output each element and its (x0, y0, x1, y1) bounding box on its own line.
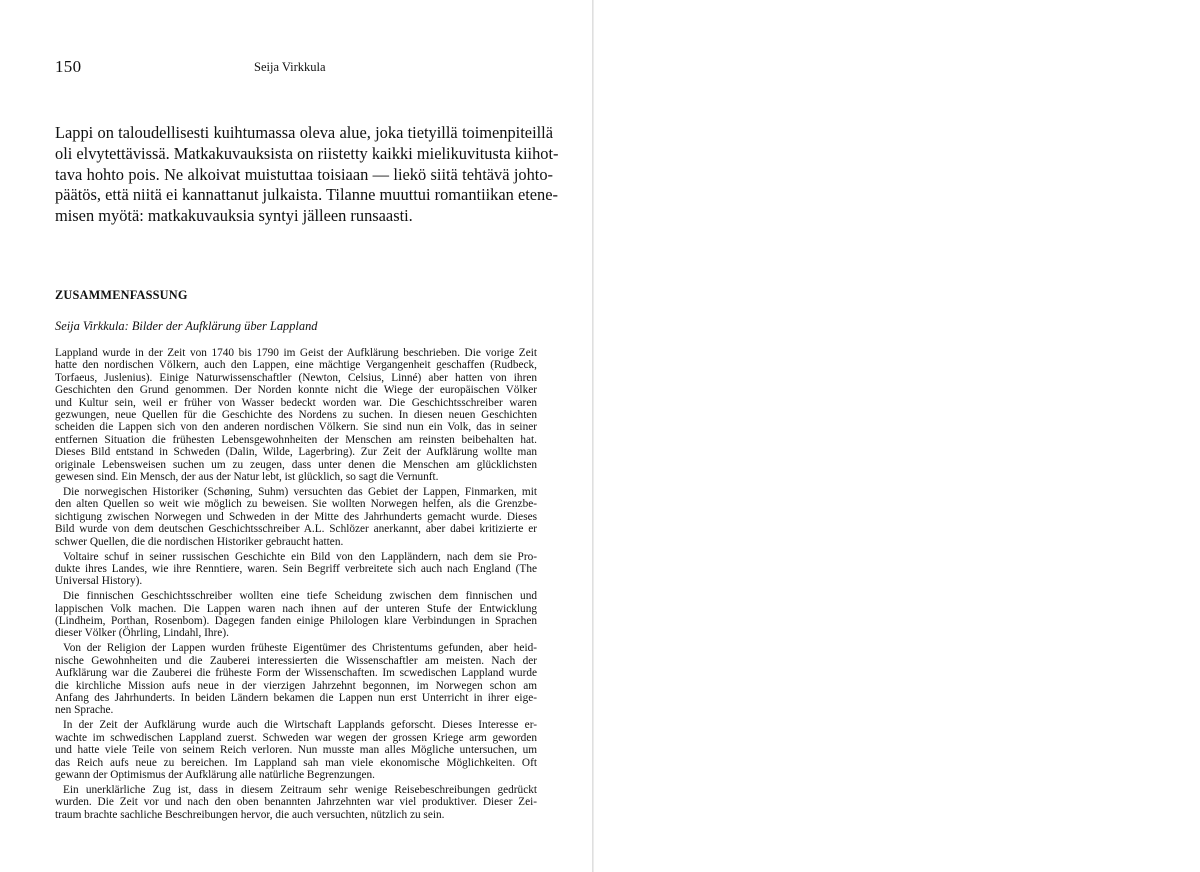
summary-line: gezwungen, neue Quellen für die Geschichte des Nordens zu suchen. In diesen neuen Geschichten (55, 409, 537, 422)
summary-line: wurden. Die Zeit vor und nach den oben benannten Jahrzehnten war viel produktiver. Dieser Zei- (55, 796, 537, 809)
summary-line: gewesen sind. Ein Mensch, der aus der Natur lebt, ist glücklich, so sagt die Vernunft. (55, 471, 439, 484)
left-page (0, 0, 592, 872)
summary-line: Aufklärung war die Zauberei die früheste Form der Wissenschaften. Im scwedischen Lappland wurde (55, 667, 537, 680)
summary-line: und hatte viele Teile von seinem Reich verloren. Nun musste man alles Mögliche untersuchen, um (55, 744, 537, 757)
finnish-line: Lappi on taloudellisesti kuihtumassa oleva alue, joka tietyillä toimenpiteillä (55, 123, 553, 142)
summary-line: Anfang des Jahrhunderts. In beiden Ländern bekamen die Lappen nun erst Unterricht in ihrer eige- (55, 691, 537, 704)
finnish-line: tava hohto pois. Ne alkoivat muistuttaa toisiaan — liekö siitä tehtävä johto- (55, 164, 553, 184)
summary-line: Von der Religion der Lappen wurden früheste Eigentümer des Christentums gefunden, aber heid- (63, 642, 537, 655)
finnish-line: päätös, että niitä ei kannattanut julkaista. Tilanne muuttui romantiikan etene- (55, 185, 558, 205)
summary-line: scheiden die Lappen sich von den anderen nordischen Völkern. Sie sind nun ein Volk, das in seiner (55, 421, 537, 434)
summary-line: (Lindheim, Porthan, Rosenbom). Dagegen fanden einige Philologen klare Verbindungen in Sprachen (55, 615, 537, 628)
summary-line: das Reich aufs neue zu bereichen. Im Lappland sah man viele ekonomische Möglichkeiten. Oft (55, 756, 537, 769)
summary-line: schwer Quellen, die die nordischen Historiker gebraucht hatten. (55, 535, 344, 548)
summary-line: gewann der Optimismus der Aufklärung alle natürliche Begrenzungen. (55, 768, 375, 781)
summary-line: den alten Quellen so weit wie möglich zu beweisen. Sie wollten Norwegen helfen, als die Grenzbe- (55, 498, 537, 511)
summary-line: In der Zeit der Aufklärung wurde auch die Wirtschaft Lapplands geforscht. Dieses Interesse er- (63, 719, 537, 732)
summary-text (55, 347, 537, 821)
page-number: 150 (55, 57, 82, 76)
summary-line: originale Lebensweisen suchen um zu zeugen, dass unter denen die Menschen am glücklichsten (55, 458, 537, 471)
summary-line: traum brachte sachliche Beschreibungen hervor, die auch versuchten, nützlich zu sein. (55, 808, 445, 821)
summary-line: wachte im schwedischen Lappland zuerst. Schweden war wegen der grossen Kriege arm geworden (55, 731, 537, 744)
summary-line: und Kultur sein, weil er früher von Wasser bedeckt worden war. Die Geschichtsschreiber waren (55, 396, 537, 409)
summary-line: Die norwegischen Historiker (Schøning, Suhm) versuchten das Gebiet der Lappen, Finmarken, mit (63, 485, 537, 498)
summary-line: Geschichten den Grund genommen. Der Norden konnte nicht die Wiege der europäischen Völker (55, 384, 537, 397)
summary-line: Dieses Bild entstand in Schweden (Dalin, Wilde, Lagerbring). Zur Zeit der Aufklärung wollte man (55, 446, 537, 459)
summary-line: sichtigung zwischen Norwegen und Schweden in der Mitte des Jahrhunderts gemacht wurde. Dieses (55, 510, 537, 523)
summary-line: Die finnischen Geschichtsschreiber wollten eine tiefe Scheidung zwischen dem finnischen und (63, 590, 537, 603)
summary-heading: ZUSAMMENFASSUNG (55, 288, 188, 302)
summary-line: Lappland wurde in der Zeit von 1740 bis 1790 im Geist der Aufklärung beschrieben. Die vorige Zeit (55, 347, 537, 359)
finnish-line: misen myötä: matkakuvauksia syntyi jälleen runsaasti. (55, 206, 413, 226)
summary-line: Ein unerklärliche Zug ist, dass in diesem Zeitraum sehr wenige Reisebeschreibungen gedrückt (63, 783, 537, 796)
right-page-blank (594, 0, 1200, 872)
summary-line: entfernen Situation die frühesten Lebensgewohnheiten der Menschen am reinsten beibehalten hat. (55, 433, 537, 446)
finnish-paragraph (55, 123, 559, 227)
summary-subtitle: Seija Virkkula: Bilder der Aufklärung über Lappland (55, 319, 318, 333)
running-head: Seija Virkkula (254, 60, 326, 74)
summary-line: Bild wurde von dem deutschen Geschichtsschreiber A.L. Schlözer anerkannt, aber dabei kritizierte er (55, 523, 537, 536)
summary-line: lappischen Volk machen. Die Lappen waren nach ihnen auf der unteren Stufe der Entwicklung (55, 602, 537, 615)
summary-line: nische Gewohnheiten und die Zauberei interessierten die Wissenschaftler am meisten. Nach der (55, 654, 537, 667)
summary-line: dukte ihres Landes, wie ihre Renntiere, waren. Sein Begriff verbreitete sich auch nach England (The (55, 562, 537, 575)
summary-line: Torfaeus, Juslenius). Einige Naturwissenschaftler (Newton, Celsius, Linné) aber hatten von ihren (55, 371, 537, 384)
summary-line: Voltaire schuf in seiner russischen Geschichte ein Bild von den Lappländern, nach dem sie Pro- (63, 550, 537, 563)
summary-line: die kirchliche Mission aufs neue in der vierzigen Jahrzehnt begonnen, im Norwegen schon am (55, 679, 537, 692)
summary-line: hatte den nordischen Völkern, auch den Lappen, eine mächtige Vergangenheit geschaffen (Rudbeck, (55, 359, 537, 372)
summary-line: dieser Völker (Öhrling, Lindahl, Ihre). (55, 627, 229, 640)
finnish-line: oli elvytettävissä. Matkakuvauksista on riistetty kaikki mielikuvitusta kiihot- (55, 143, 559, 163)
summary-line: Universal History). (55, 575, 143, 588)
summary-line: nen Sprache. (55, 704, 114, 717)
